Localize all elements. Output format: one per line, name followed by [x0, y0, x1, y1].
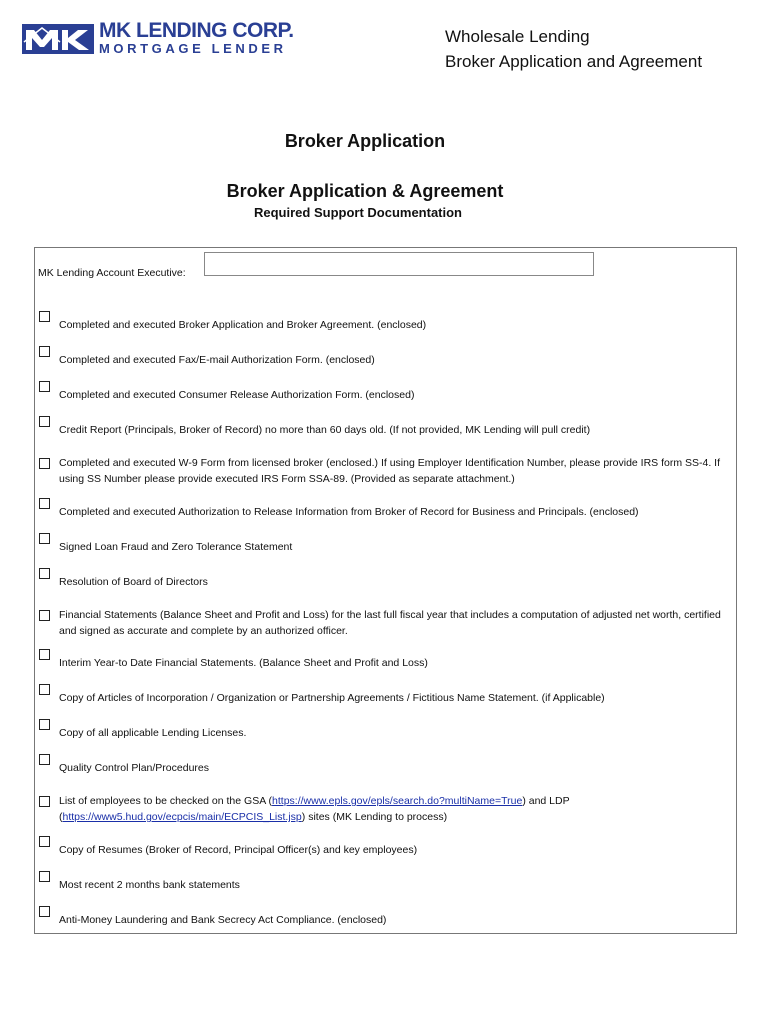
company-logo	[22, 19, 294, 60]
item-label: Most recent 2 months bank statements	[59, 879, 240, 891]
checkbox[interactable]	[39, 610, 50, 621]
checkbox[interactable]	[39, 458, 50, 469]
checkbox[interactable]	[39, 684, 50, 695]
checkbox[interactable]	[39, 719, 50, 730]
checkbox[interactable]	[39, 871, 50, 882]
logo-tagline: MORTGAGE LENDER	[99, 41, 287, 56]
item-label: Copy of Articles of Incorporation / Organization or Partnership Agreements / Fictitious Name Statement. (if Applicable)	[59, 692, 605, 704]
item-label: Signed Loan Fraud and Zero Tolerance Statement	[59, 541, 293, 553]
checkbox[interactable]	[39, 568, 50, 579]
item-label: Completed and executed Broker Application and Broker Agreement. (enclosed)	[59, 319, 427, 331]
header-line-2: Broker Application and Agreement	[445, 52, 703, 71]
item-label: Completed and executed W-9 Form from licensed broker (enclosed.) If using Employer Identification Number, please provide IRS form SS-4. If using SS Number please provide executed IRS Form SSA-89. (Provided as separate attachment.)	[59, 457, 721, 485]
hud-ldp-link[interactable]: https://www5.hud.gov/ecpcis/main/ECPCIS_List.jsp	[62, 811, 302, 823]
checkbox[interactable]	[39, 416, 50, 427]
item-label: Completed and executed Authorization to Release Information from Broker of Record for Business and Principals. (enclosed)	[59, 506, 639, 518]
gsa-text-mid: ) and LDP (	[59, 795, 570, 823]
item-label: Quality Control Plan/Procedures	[59, 762, 209, 774]
gsa-text-pre: List of employees to be checked on the GSA (	[59, 795, 273, 807]
item-label: Resolution of Board of Directors	[59, 576, 208, 588]
checkbox[interactable]	[39, 836, 50, 847]
item-label: Completed and executed Consumer Release Authorization Form. (enclosed)	[59, 389, 415, 401]
item-label: Completed and executed Fax/E-mail Authorization Form. (enclosed)	[59, 354, 375, 366]
header-line-1: Wholesale Lending	[445, 27, 590, 46]
item-label: Copy of Resumes (Broker of Record, Principal Officer(s) and key employees)	[59, 844, 418, 856]
checkbox[interactable]	[39, 346, 50, 357]
item-label	[59, 793, 729, 825]
mk-logo-icon	[22, 24, 94, 54]
account-exec-field[interactable]	[204, 252, 594, 276]
document-header	[445, 24, 702, 74]
checkbox[interactable]	[39, 498, 50, 509]
epls-link[interactable]: https://www.epls.gov/epls/search.do?multiName=True	[272, 795, 523, 807]
gsa-text-post: ) sites (MK Lending to process)	[301, 811, 448, 823]
item-label: Financial Statements (Balance Sheet and Profit and Loss) for the last full fiscal year that includes a computation of adjusted net worth, certified and signed as accurate and complete by an authorized officer.	[59, 609, 721, 637]
item-label: Copy of all applicable Lending Licenses.	[59, 727, 247, 739]
checkbox[interactable]	[39, 906, 50, 917]
section-title: Broker Application & Agreement	[226, 181, 504, 201]
item-label: Credit Report (Principals, Broker of Record) no more than 60 days old. (If not provided, MK Lending will pull credit)	[59, 424, 591, 436]
documentation-checklist	[34, 247, 737, 934]
checkbox[interactable]	[39, 649, 50, 660]
item-label: Anti-Money Laundering and Bank Secrecy Act Compliance. (enclosed)	[59, 914, 387, 926]
checkbox[interactable]	[39, 533, 50, 544]
account-exec-label: MK Lending Account Executive:	[38, 267, 186, 279]
checkbox[interactable]	[39, 381, 50, 392]
logo-company-name: MK LENDING CORP.	[99, 19, 294, 42]
item-label: Interim Year-to Date Financial Statements. (Balance Sheet and Profit and Loss)	[59, 657, 428, 669]
checkbox[interactable]	[39, 796, 50, 807]
page-title: Broker Application	[284, 131, 446, 151]
section-subtitle: Required Support Documentation	[254, 205, 462, 220]
checkbox[interactable]	[39, 754, 50, 765]
checkbox[interactable]	[39, 311, 50, 322]
